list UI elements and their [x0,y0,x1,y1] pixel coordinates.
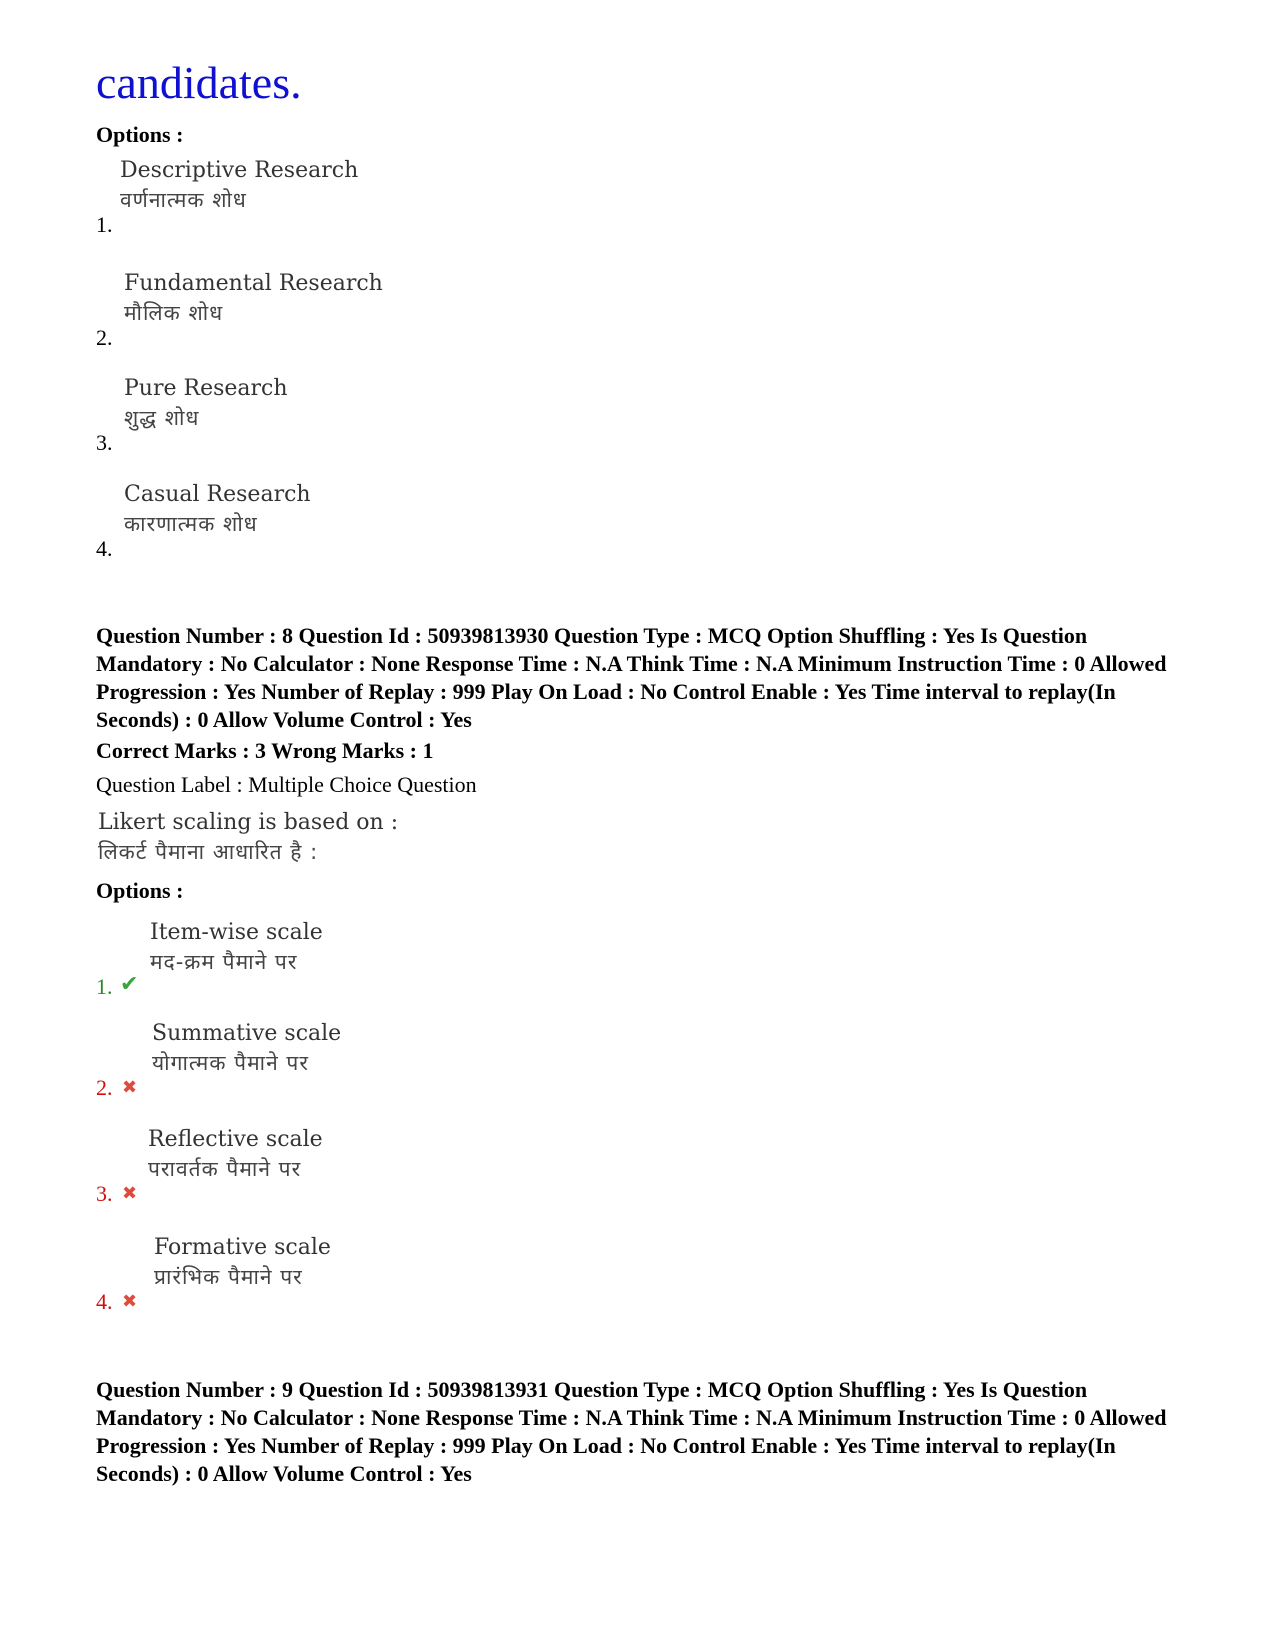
option-number: 3. [96,430,113,455]
option-text-en: Casual Research [124,482,311,507]
wrong-cross-icon: ✖ [122,1291,138,1312]
option-text-en: Descriptive Research [120,158,359,183]
option-image [120,156,358,214]
option-text-en: Item-wise scale [150,920,323,945]
wrong-cross-icon: ✖ [122,1183,138,1204]
options-label: Options : [96,878,184,903]
option-text-en: Pure Research [124,376,288,401]
option-text-en: Formative scale [154,1235,331,1260]
option-image [124,480,311,538]
question-meta: Question Number : 8 Question Id : 50939813930 Question Type : MCQ Option Shuffling : Yes Is Question Mandatory : No Calculator : None Response Time : N.A Think Time : N.A Minimum Instruction Time : 0 Allowed Progression : Yes Number of Replay : 999 Play On Load : No Control Enable : Yes Time interval to replay(In Seconds) : 0 Allow Volume Control : Yes [96,623,1167,732]
option-image [154,1233,331,1291]
wrong-cross-icon: ✖ [122,1077,138,1098]
option-number: 4. [96,1289,113,1314]
option-number: 1. [96,212,113,237]
option-item [96,1233,696,1313]
option-text-en: Reflective scale [148,1127,323,1152]
option-image [150,918,323,976]
option-text-hi: मौलिक शोध [124,300,224,325]
option-text-hi: वर्णनात्मक शोध [120,187,247,212]
question-text-hi: लिकर्ट पैमाना आधारित है : [98,839,319,864]
option-text-hi: योगात्मक पैमाने पर [152,1050,309,1075]
option-number: 2. [96,1075,113,1100]
option-item [96,269,696,349]
continuation-text: candidates. [96,57,302,108]
option-text-hi: प्रारंभिक पैमाने पर [154,1264,303,1289]
option-image [124,269,383,327]
option-text-en: Fundamental Research [124,271,383,296]
option-text-hi: कारणात्मक शोध [124,511,258,536]
option-text-hi: शुद्ध शोध [124,405,200,430]
option-item [96,374,696,454]
option-item [96,1125,696,1205]
question-marks: Correct Marks : 3 Wrong Marks : 1 [96,738,434,763]
question-text-en: Likert scaling is based on : [98,810,399,835]
option-text-en: Summative scale [152,1021,342,1046]
options-label: Options : [96,122,184,147]
option-number: 2. [96,325,113,350]
option-item [96,918,696,998]
option-number: 4. [96,536,113,561]
option-item [96,156,696,236]
option-number: 3. [96,1181,113,1206]
option-image [152,1019,341,1077]
option-number: 1. [96,974,113,999]
correct-check-icon: ✔ [120,972,139,997]
question-text [98,808,398,866]
option-image [124,374,288,432]
option-text-hi: परावर्तक पैमाने पर [148,1156,302,1181]
question-meta: Question Number : 9 Question Id : 50939813931 Question Type : MCQ Option Shuffling : Yes Is Question Mandatory : No Calculator : None Response Time : N.A Think Time : N.A Minimum Instruction Time : 0 Allowed Progression : Yes Number of Replay : 999 Play On Load : No Control Enable : Yes Time interval to replay(In Seconds) : 0 Allow Volume Control : Yes [96,1377,1167,1486]
option-item [96,480,696,560]
question-label: Question Label : Multiple Choice Question [96,772,477,797]
option-text-hi: मद-क्रम पैमाने पर [150,949,298,974]
option-image [148,1125,323,1183]
option-item [96,1019,696,1099]
